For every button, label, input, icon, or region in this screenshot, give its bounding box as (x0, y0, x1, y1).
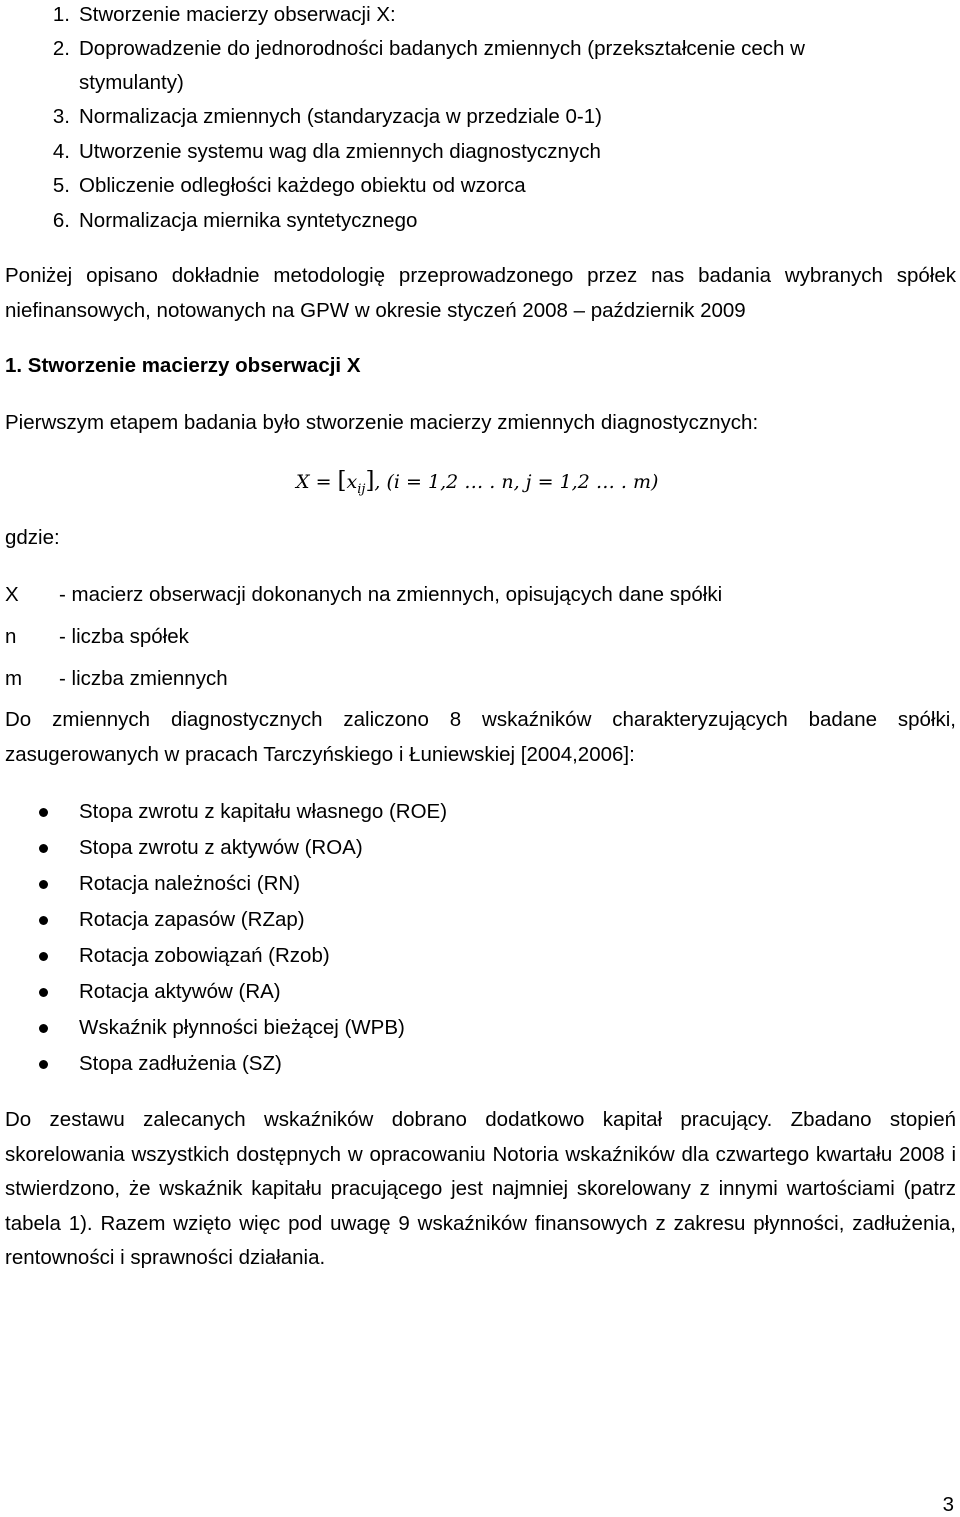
step-text: Obliczenie odległości każdego obiektu od wzorca (79, 174, 526, 197)
definition-symbol: m (5, 667, 23, 690)
step-text: Utworzenie systemu wag dla zmiennych diagnostycznych (79, 140, 601, 163)
definition-description: - liczba zmiennych (59, 667, 228, 690)
formula-subscript: ij (357, 482, 366, 497)
indicator-label: Stopa zwrotu z kapitału własnego (ROE) (79, 800, 448, 823)
step-number: 4. (52, 140, 70, 163)
step-text: Doprowadzenie do jednorodności badanych zmiennych (przekształcenie cech w (79, 37, 805, 60)
indicator-label: Rotacja zapasów (RZap) (79, 908, 305, 931)
variables-intro: Do zmiennych diagnostycznych zaliczono 8 wskaźników charakteryzujących badane spółki, zasugerowanych w pracach Tarczyńskiego i Łuniewskiej [2004,2006]: (5, 708, 956, 766)
step-number: 6. (52, 209, 70, 232)
indicator-label: Wskaźnik płynności bieżącej (WPB) (79, 1016, 405, 1039)
formula-variable: x (346, 471, 358, 493)
section-heading: 1. Stworzenie macierzy obserwacji X (5, 354, 361, 377)
bullet-icon (39, 916, 48, 925)
bullet-icon (39, 844, 48, 853)
step-text-continuation: stymulanty) (79, 71, 184, 94)
intro-paragraph: Poniżej opisano dokładnie metodologię przeprowadzonego przez nas badania wybranych spółek niefinansowych, notowanych na GPW w okresie styczeń 2008 – październik 2009 (5, 264, 956, 322)
step-number: 3. (52, 105, 70, 128)
step-text: Normalizacja zmiennych (standaryzacja w przedziale 0-1) (79, 105, 602, 128)
indicator-label: Rotacja należności (RN) (79, 872, 301, 895)
definition-symbol: X (5, 583, 19, 606)
indicator-label: Stopa zadłużenia (SZ) (79, 1052, 282, 1075)
step-number: 1. (52, 3, 70, 26)
step-text: Normalizacja miernika syntetycznego (79, 209, 418, 232)
step-number: 5. (52, 174, 70, 197)
indicator-label: Rotacja aktywów (RA) (79, 980, 281, 1003)
formula-rest: , (i = 1,2 … . n, j = 1,2 … . m) (374, 471, 659, 493)
formula-lhs: X = (296, 471, 338, 493)
section-intro: Pierwszym etapem badania było stworzenie macierzy zmiennych diagnostycznych: (5, 411, 759, 434)
closing-paragraph: Do zestawu zalecanych wskaźników dobrano dodatkowo kapitał pracujący. Zbadano stopień skorelowania wszystkich dostępnych w opracowaniu Notoria wskaźników dla czwartego kwartału 2008 i stwierdzono, że wskaźnik kapitału pracującego jest najmniej skorelowany z innymi wartościami (patrz tabela 1). Razem wzięto więc pod uwagę 9 wskaźników finansowych z zakresu płynności, zadłużenia, rentowności i sprawności działania. (5, 1108, 956, 1269)
step-number: 2. (52, 37, 70, 60)
definition-symbol: n (5, 625, 17, 648)
indicator-label: Stopa zwrotu z aktywów (ROA) (79, 836, 363, 859)
where-label: gdzie: (5, 526, 60, 549)
step-text: Stworzenie macierzy obserwacji X: (79, 3, 396, 26)
definition-description: - macierz obserwacji dokonanych na zmiennych, opisujących dane spółki (59, 583, 723, 606)
bullet-icon (39, 988, 48, 997)
formula-bracket-open: [ (337, 468, 347, 494)
formula-bracket-close: ] (365, 468, 375, 494)
bullet-icon (39, 1024, 48, 1033)
matrix-formula (296, 470, 658, 496)
bullet-icon (39, 1060, 48, 1069)
definition-description: - liczba spółek (59, 625, 189, 648)
bullet-icon (39, 952, 48, 961)
indicator-label: Rotacja zobowiązań (Rzob) (79, 944, 330, 967)
bullet-icon (39, 880, 48, 889)
page-number: 3 (942, 1493, 954, 1516)
bullet-icon (39, 808, 48, 817)
